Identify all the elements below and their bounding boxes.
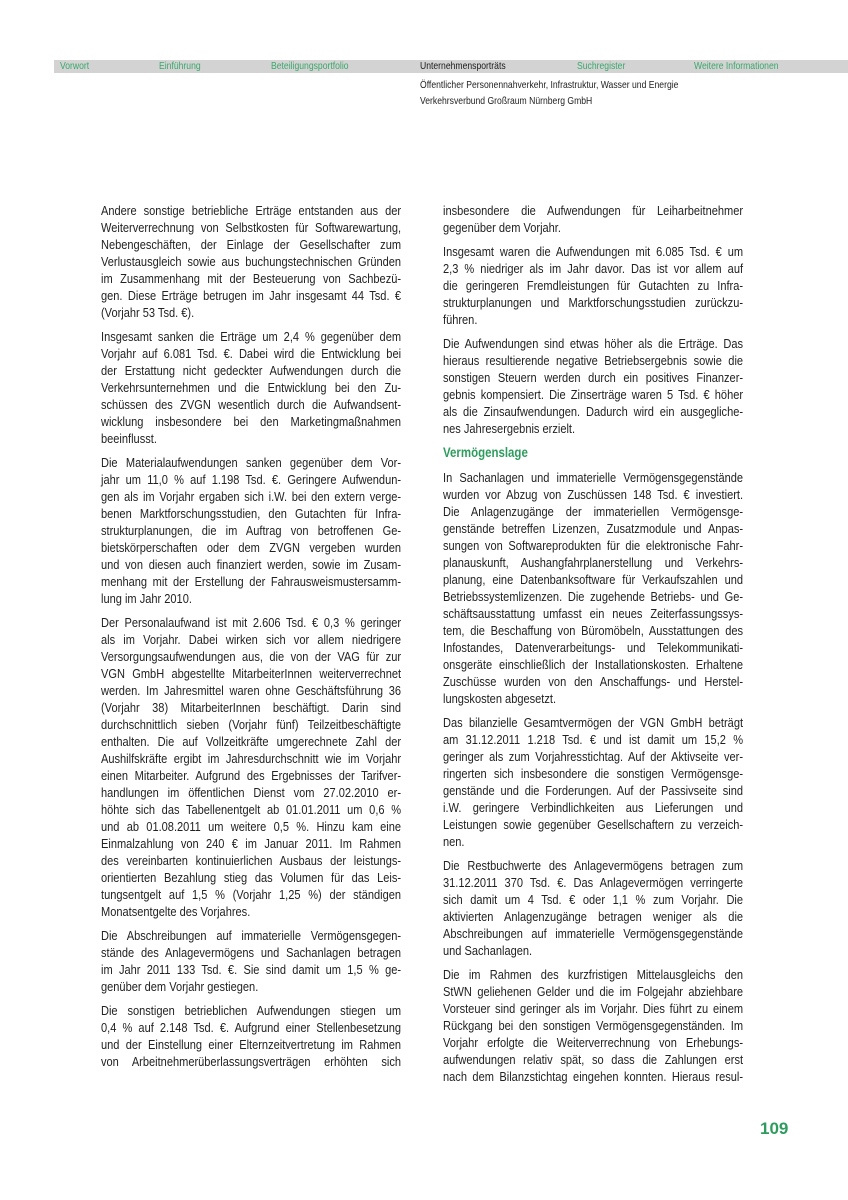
text-line: Die Materialaufwendungen sanken gegenüber dem Vor- [101,455,402,470]
text-line: führen. [443,312,478,327]
text-line: In Sachanlagen und immaterielle Vermögensgegenstände [443,470,744,485]
text-line: von Arbeitnehmerüberlassungsverträgen erhöhten sich [101,1054,402,1069]
text-line: Vorjahr erfolgte die Weiterverrechnung von Erhebungs- [443,1035,744,1050]
text-line: sich damit um 4 Tsd. € oder 1,1 % zum Vorjahr. Die [443,892,744,907]
left-text-column [101,202,401,1077]
paragraph [101,454,401,607]
text-line: Monatsentgelte des Vorjahres. [101,904,251,919]
text-line: beeinflusst. [101,431,157,446]
text-line: orientierten Bezahlung stieg das Volumen für das Leis- [101,870,402,885]
text-line: planauskunft, Aushangfahrplanerstellung und Verkehrs- [443,555,744,570]
text-line: Vorjahr auf 6.081 Tsd. €. Dabei wird die Entwicklung bei [101,346,402,361]
text-line: StWN geliehenen Gelder und die im Folgejahr abziehbare [443,984,744,999]
text-line: schüssen des ZVGN wesentlich durch die Aufwandsent- [101,397,402,412]
text-line: (Vorjahr 53 Tsd. €). [101,305,195,320]
text-line: genstände und die Forderungen. Auf der Passivseite sind [443,783,744,798]
text-line: genüber dem Vorjahr gestiegen. [101,979,259,994]
text-line: Die im Rahmen des kurzfristigen Mittelausgleichs den [443,967,744,982]
paragraph [443,335,743,437]
text-line: 31.12.2011 370 Tsd. €. Das Anlagevermögen verringerte [443,875,744,890]
paragraph [443,966,743,1085]
text-line: sonstigen Steuern werden durch ein positives Finanzer- [443,370,744,385]
paragraph [101,927,401,995]
text-line: VGN GmbH abgestellte MitarbeiterInnen weiterverrechnet [101,666,402,681]
text-line: Andere sonstige betriebliche Erträge entstanden aus der [101,203,402,218]
paragraph [101,614,401,920]
paragraph [101,202,401,321]
text-line: der Erstattung nicht gedeckter Aufwendungen durch die [101,363,402,378]
text-line: Verkehrsunternehmen und die Entwicklung bei den Zu- [101,380,402,395]
text-line: wicklung insbesondere bei den Marketingmaßnahmen [101,414,402,429]
text-line: Infostandes, Datenverarbeitungs- und Telekommunikati- [443,640,744,655]
text-line: durchschnittlich sieben (Vorjahr fünf) Teilzeitbeschäftigte [101,717,402,732]
text-line: Die Anlagenzugänge der immateriellen Vermögensge- [443,504,744,519]
paragraph [101,328,401,447]
text-line: ringerten sich insbesondere die sonstigen Vermögensge- [443,766,744,781]
text-line: und ab 01.08.2011 um weitere 0,5 %. Hinzu kam eine [101,819,402,834]
nav-link-weitere-informationen[interactable]: Weitere Informationen [694,60,779,72]
text-line: benen Marktforschungsstudien, den Gutachten für Infra- [101,506,402,521]
nav-link-vorwort[interactable]: Vorwort [60,60,90,72]
text-line: lung im Jahr 2010. [101,591,192,606]
text-line: nach dem Bilanzstichtag eingehen konnten. Hieraus resul- [443,1069,744,1084]
text-line: i.W. geringere Verbindlichkeiten aus Lieferungen und [443,800,744,815]
text-line: 2,3 % niedriger als im Jahr davor. Das ist vor allem auf [443,261,744,276]
text-line: menhang mit der Erstellung der Fahrausweismustersamm- [101,574,402,589]
text-line: genstände betreffen Lizenzen, Zusatzmodule und Anpas- [443,521,744,536]
text-line: und von diesen auch finanziert werden, sowie im Zusam- [101,557,402,572]
text-line: planung, eine Datenbanksoftware für Verkaufszahlen und [443,572,744,587]
text-line: im Zusammenhang mit der Besteuerung von Sachbezü- [101,271,402,286]
text-line: (Vorjahr 38) MitarbeiterInnen beschäftigt. Darin sind [101,700,402,715]
paragraph [443,243,743,328]
nav-link-beteiligungsportfolio[interactable]: Beteiligungsportfolio [271,60,349,72]
text-line: Nebengeschäften, der Einlage der Gesellschafter zum [101,237,402,252]
text-line: Aushilfskräfte ergibt im Jahresdurchschnitt wie im Vorjahr [101,751,402,766]
paragraph [101,1002,401,1070]
text-line: tem, die Beschaffung von Büromöbeln, Ausstattungen des [443,623,744,638]
text-line: Zuschüsse wurden von den Anschaffungs- und Herstel- [443,674,744,689]
nav-link-einfuehrung[interactable]: Einführung [159,60,201,72]
text-line: schäftsausstattung umfasst ein neues Zeiterfassungssys- [443,606,744,621]
paragraph [443,202,743,236]
text-line: Die Restbuchwerte des Anlagevermögens betragen zum [443,858,744,873]
text-line: aktivierten Anlagenzugänge betragen weniger als die [443,909,744,924]
text-line: Leistungen sowie gegenüber Gesellschaftern zu verzeich- [443,817,744,832]
right-text-column [443,202,743,1092]
text-line: Insgesamt sanken die Erträge um 2,4 % gegenüber dem [101,329,402,344]
text-line: im Jahr 2011 133 Tsd. €. Sie sind damit um 1,5 % ge- [101,962,402,977]
text-line: strukturplanungen und Marktforschungsstudien zurückzu- [443,295,744,310]
text-line: lungskosten abgesetzt. [443,691,557,706]
text-line: werden. Im Jahresmittel waren ohne Geschäftsführung 36 [101,683,402,698]
text-line: onsgeräte einschließlich der Installationskosten. Erhaltene [443,657,744,672]
text-line: jahr um 11,0 % auf 1.198 Tsd. €. Geringere Aufwendun- [101,472,402,487]
text-line: Weiterverrechnung von Selbstkosten für Softwarewartung, [101,220,402,235]
text-line: Abschreibungen auf immaterielle Vermögensgegenstände [443,926,744,941]
text-line: als die Zinsaufwendungen. Dadurch wird ein ausgegliche- [443,404,744,419]
breadcrumb-category: Öffentlicher Personennahverkehr, Infrastruktur, Wasser und Energie [420,79,679,91]
text-line: Insgesamt waren die Aufwendungen mit 6.085 Tsd. € um [443,244,744,259]
text-line: des vereinbarten kontinuierlichen Ausbaus der leistungs- [101,853,402,868]
text-line: gen. Diese Erträge betrugen im Jahr insgesamt 44 Tsd. € [101,288,402,303]
text-line: geringer als zum Vorjahresstichtag. Auf der Aktivseite ver- [443,749,744,764]
text-line: die geringeren Fremdleistungen für Gutachten zu Infra- [443,278,744,293]
text-line: Vorsteuer sind geringer als im Vorjahr. Dies führt zu einem [443,1001,744,1016]
text-line: stände des Anlagevermögens und Sachanlagen betragen [101,945,402,960]
page-number: 109 [760,1119,789,1138]
paragraph [443,469,743,707]
text-line: gebnis kompensiert. Die Zinserträge waren 5 Tsd. € höher [443,387,744,402]
section-navigation-bar [54,60,848,73]
text-line: handlungen im öffentlichen Dienst vom 27.02.2010 er- [101,785,402,800]
text-line: Die sonstigen betrieblichen Aufwendungen stiegen um [101,1003,402,1018]
text-line: Rückgang bei den sonstigen Vermögensgegenständen. Im [443,1018,744,1033]
text-line: bietskörperschaften oder dem ZVGN vergeben wurden [101,540,402,555]
text-line: nes Jahresergebnis erzielt. [443,421,576,436]
text-line: und Sachanlagen. [443,943,533,958]
text-line: Versorgungsaufwendungen aus, die von der VAG für zur [101,649,402,664]
nav-link-suchregister[interactable]: Suchregister [577,60,626,72]
text-line: einen Mitarbeiter. Aufgrund des Ergebnisses der Tarifver- [101,768,402,783]
text-line: wurden vor Abzug von Zuschüssen 148 Tsd. € investiert. [443,487,744,502]
text-line: insbesondere die Aufwendungen für Leiharbeitnehmer [443,203,744,218]
text-line: und der Einstellung einer Elternzeitvertretung im Rahmen [101,1037,402,1052]
text-line: am 31.12.2011 1.218 Tsd. € und ist damit um 15,2 % [443,732,744,747]
text-line: Betriebssystemlizenzen. Die zugehende Betriebs- und Ge- [443,589,744,604]
nav-link-unternehmensportraets[interactable]: Unternehmensporträts [420,60,506,72]
text-line: Die Aufwendungen sind etwas höher als die Erträge. Das [443,336,744,351]
text-line: tungsentgelt auf 1,5 % (Vorjahr 1,25 %) der ständigen [101,887,402,902]
section-heading: Vermögenslage [443,445,528,460]
text-line: hieraus resultierende negative Betriebsergebnis sowie die [443,353,744,368]
text-line: nen. [443,834,465,849]
text-line: enthalten. Die auf Vollzeitkräfte umgerechnete Zahl der [101,734,402,749]
text-line: Einmalzahlung von 240 € im Januar 2011. Im Rahmen [101,836,402,851]
paragraph [443,714,743,850]
text-line: höhte sich das Tabellenentgelt ab 01.01.2011 um 0,6 % [101,802,402,817]
text-line: strukturplanungen, die im Auftrag von betroffenen Ge- [101,523,402,538]
paragraph [443,857,743,959]
breadcrumb-company: Verkehrsverbund Großraum Nürnberg GmbH [420,95,593,107]
text-line: aufwendungen relativ spät, so dass die Zahlungen erst [443,1052,744,1067]
text-line: sungen von Softwareprodukten für die elektronische Fahr- [443,538,744,553]
text-line: gen als im Vorjahr ergaben sich i.W. bei den extern verge- [101,489,402,504]
text-line: Verlustausgleich sowie aus buchungstechnischen Gründen [101,254,402,269]
text-line: gegenüber dem Vorjahr. [443,220,561,235]
text-line: Das bilanzielle Gesamtvermögen der VGN GmbH beträgt [443,715,744,730]
text-line: als im Vorjahr. Dabei wirken sich vor allem niedrigere [101,632,402,647]
text-line: Der Personalaufwand ist mit 2.606 Tsd. € 0,3 % geringer [101,615,402,630]
text-line: 0,4 % auf 2.148 Tsd. €. Aufgrund einer Stellenbesetzung [101,1020,402,1035]
text-line: Die Abschreibungen auf immaterielle Vermögensgegen- [101,928,402,943]
